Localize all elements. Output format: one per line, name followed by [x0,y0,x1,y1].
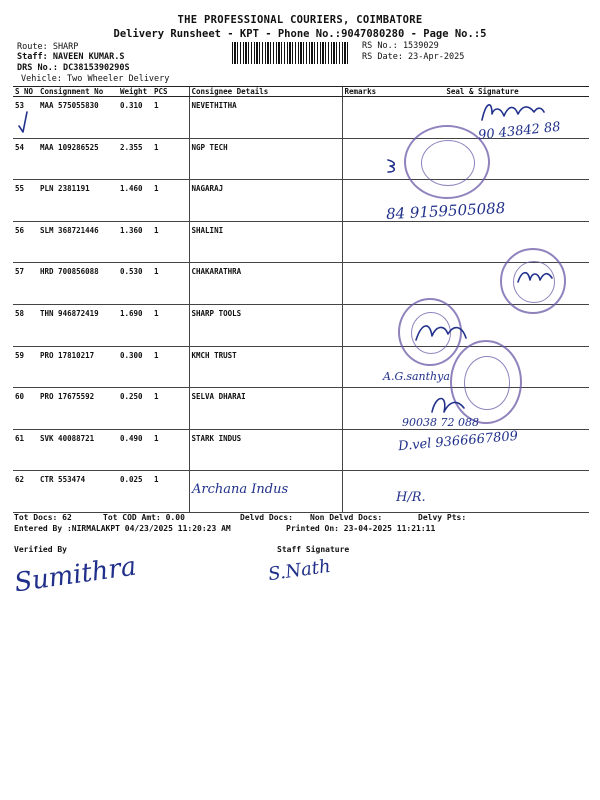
table-header [13,87,589,97]
col-seal: Seal & Signature [376,87,589,97]
cell-remarks [342,97,376,139]
staff-label: Staff: NAVEEN KUMAR.S [17,52,125,62]
vehicle-label: Vehicle: Two Wheeler Delivery [21,74,170,84]
col-pcs: PCS [152,87,189,97]
cell-consignment: PRO 17810217 [38,346,118,388]
signature-row58 [410,318,470,348]
printed-on: Printed On: 23-04-2025 11:21:11 [286,524,436,533]
cell-remarks [342,180,376,222]
cell-remarks [342,138,376,180]
table-row [13,471,589,513]
cell-pcs: 1 [152,138,189,180]
cell-weight: 0.250 [118,388,152,430]
cell-sno: 60 [13,388,38,430]
rs-number: RS No.: 1539029 [362,41,439,51]
cell-consignee: SELVA DHARAI [189,388,342,430]
cell-sno: 53 [13,97,38,139]
cell-pcs: 1 [152,221,189,263]
cell-pcs: 1 [152,304,189,346]
cell-consignee: NGP TECH [189,138,342,180]
cell-pcs: 1 [152,97,189,139]
cell-consignment: PLN 2381191 [38,180,118,222]
handwriting-row60: 90038 72 088 [402,416,479,429]
col-remarks: Remarks [342,87,376,97]
cell-pcs: 1 [152,263,189,305]
col-weight: Weight [118,87,152,97]
cell-sno: 57 [13,263,38,305]
cell-remarks [342,429,376,471]
cell-consignee: KMCH TRUST [189,346,342,388]
non-delvd-docs: Non Delvd Docs: [310,513,383,522]
cell-remarks [342,471,376,513]
cell-weight: 2.355 [118,138,152,180]
cell-consignment: CTR 553474 [38,471,118,513]
cell-pcs: 1 [152,429,189,471]
cell-pcs: 1 [152,471,189,513]
handwriting-row53: 90 43842 88 [477,119,562,144]
cell-consignment: PRO 17675592 [38,388,118,430]
verified-by-label: Verified By [14,545,67,554]
cell-weight: 0.300 [118,346,152,388]
cell-remarks [342,263,376,305]
cell-sno: 62 [13,471,38,513]
cell-consignee: NAGARAJ [189,180,342,222]
table-row [13,304,589,346]
tot-docs: Tot Docs: 62 [14,513,72,522]
signature-row60 [428,392,468,418]
runsheet-subtitle: Delivery Runsheet - KPT - Phone No.:9047080280 - Page No.:5 [113,28,487,40]
table-row [13,138,589,180]
cell-pcs: 1 [152,346,189,388]
cell-remarks [342,388,376,430]
cell-remarks [342,221,376,263]
handwriting-row59: A.G.santhya [383,370,450,383]
company-title: THE PROFESSIONAL COURIERS, COIMBATORE [177,14,423,26]
staff-signature: S.Nath [266,555,332,586]
cell-remarks [342,346,376,388]
cell-weight: 0.025 [118,471,152,513]
table-row [13,221,589,263]
verified-by-signature: Sumithra [12,551,139,599]
cell-weight: 0.530 [118,263,152,305]
cell-consignment: THN 946872419 [38,304,118,346]
cell-consignment: MAA 575055830 [38,97,118,139]
cell-consignment: SVK 40088721 [38,429,118,471]
cell-weight: 1.360 [118,221,152,263]
col-consignee: Consignee Details [189,87,342,97]
tot-cod-amt: Tot COD Amt: 0.00 [103,513,185,522]
cell-sno: 61 [13,429,38,471]
mark-row54 [386,158,398,174]
drs-number: DRS No.: DC3815390290S [17,63,130,73]
signature-row57 [514,266,554,288]
cell-consignee: STARK INDUS [189,429,342,471]
cell-consignee: SHALINI [189,221,342,263]
cell-pcs: 1 [152,180,189,222]
cell-consignee: CHAKARATHRA [189,263,342,305]
cell-consignment: MAA 109286525 [38,138,118,180]
cell-sno: 56 [13,221,38,263]
cell-consignee: NEVETHITHA [189,97,342,139]
barcode [232,42,350,64]
cell-sno: 59 [13,346,38,388]
handwriting-row62-consignee: Archana Indus [192,482,289,497]
handwriting-row62-signature: H/R. [396,490,426,505]
entered-by: Entered By :NIRMALAKPT 04/23/2025 11:20:23 AM [14,524,231,533]
staff-signature-label: Staff Signature [277,545,350,554]
route-label: Route: SHARP [17,42,79,52]
cell-weight: 0.310 [118,97,152,139]
cell-weight: 1.460 [118,180,152,222]
delvy-pts: Delvy Pts: [418,513,467,522]
handwriting-row55: 84 9159505088 [385,198,506,224]
cell-consignment: HRD 700856088 [38,263,118,305]
tick-mark-icon [16,110,30,134]
cell-sno: 58 [13,304,38,346]
cell-consignment: SLM 368721446 [38,221,118,263]
delvd-docs: Delvd Docs: [240,513,293,522]
cell-seal [376,221,589,263]
cell-pcs: 1 [152,388,189,430]
col-consignment: Consignment No [38,87,118,97]
col-sno: S NO [13,87,38,97]
cell-consignee: SHARP TOOLS [189,304,342,346]
cell-weight: 0.490 [118,429,152,471]
runsheet-table [13,86,589,513]
cell-remarks [342,304,376,346]
cell-weight: 1.690 [118,304,152,346]
company-seal-stamp [404,125,490,199]
handwriting-row61: D.vel 9366667809 [397,428,519,455]
cell-sno: 55 [13,180,38,222]
cell-sno: 54 [13,138,38,180]
rs-date: RS Date: 23-Apr-2025 [362,52,465,62]
